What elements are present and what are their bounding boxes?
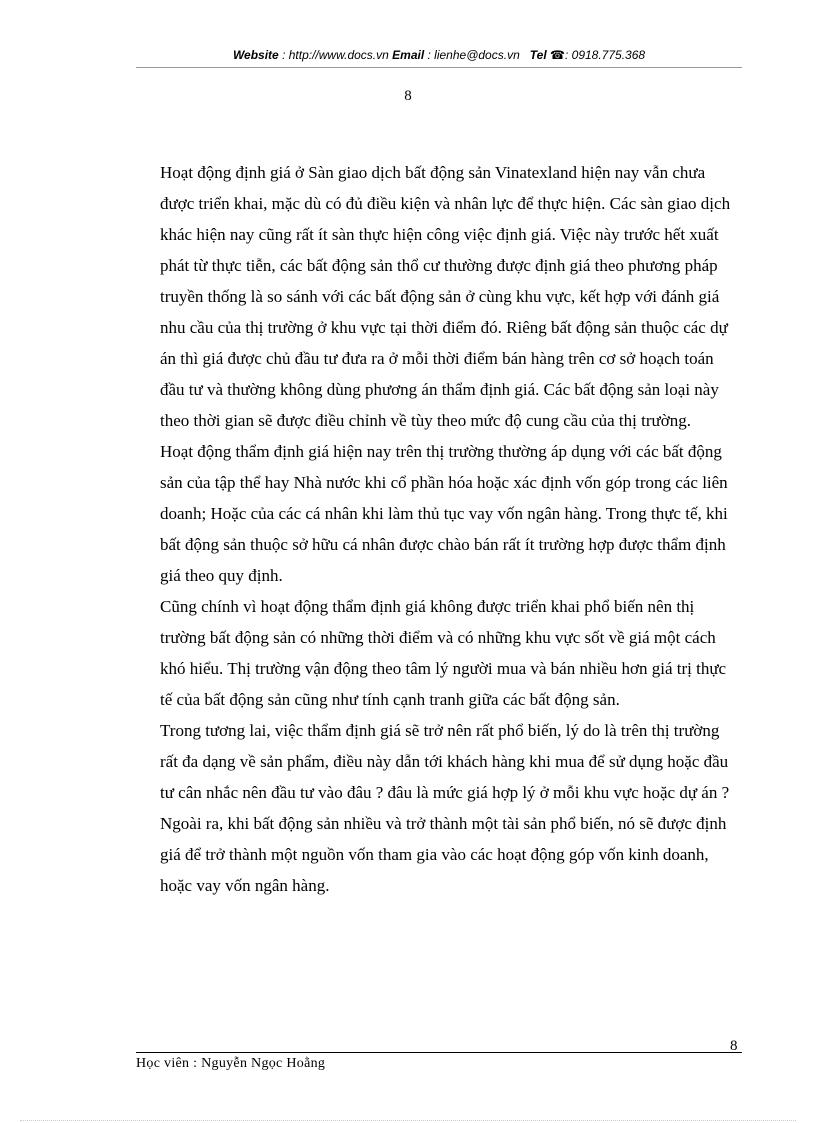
tel-separator: : xyxy=(564,48,572,62)
email-separator: : xyxy=(424,48,435,62)
paragraph-2: Hoạt động thẩm định giá hiện nay trên thị trường thường áp dụng với các bất động sản của tập thể hay Nhà nước khi cổ phần hóa hoặc xác định vốn góp trong các liên doanh; Hoặc của các cá nhân khi làm thủ tục vay vốn ngân hàng. Trong thực tế, khi bất động sản thuộc sở hữu cá nhân được chào bán rất ít trường hợp được thẩm định giá theo quy định. xyxy=(160,442,728,585)
paragraph-4: Trong tương lai, việc thẩm định giá sẽ trở nên rất phổ biến, lý do là trên thị trường rất đa dạng về sản phẩm, điều này dẫn tới khách hàng khi mua để sử dụng hoặc đầu tư cân nhắc nên đầu tư vào đâu ? đâu là mức giá hợp lý ở mỗi khu vực hoặc dự án ? Ngoài ra, khi bất động sản nhiều và trở thành một tài sản phổ biến, nó sẽ được định giá để trở thành một nguồn vốn tham gia vào các hoạt động góp vốn kinh doanh, hoặc vay vốn ngân hàng. xyxy=(160,721,730,895)
page-number-bottom: 8 xyxy=(730,1038,738,1054)
tel-label: Tel xyxy=(529,48,547,62)
page-bottom-border xyxy=(20,1120,796,1121)
website-label: Website xyxy=(232,48,279,62)
phone-icon: ☎ xyxy=(550,48,565,62)
page-header xyxy=(136,48,742,62)
footer-divider xyxy=(136,1052,742,1053)
page-number-top: 8 xyxy=(404,88,412,104)
paragraph-1: Hoạt động định giá ở Sàn giao dịch bất động sản Vinatexland hiện nay vẫn chưa được triển khai, mặc dù có đủ điều kiện và nhân lực để thực hiện. Các sàn giao dịch khác hiện nay cũng rất ít sàn thực hiện công việc định giá. Việc này trước hết xuất phát từ thực tiễn, các bất động sản thổ cư thường được định giá theo phương pháp truyền thống là so sánh với các bất động sản ở cùng khu vực, kết hợp với đánh giá nhu cầu của thị trường ở khu vực tại thời điểm đó. Riêng bất động sản thuộc các dự án thì giá được chủ đầu tư đưa ra ở mỗi thời điểm bán hàng trên cơ sở hoạch toán đầu tư và thường không dùng phương án thẩm định giá. Các bất động sản loại này theo thời gian sẽ được điều chỉnh về tùy theo mức độ cung cầu của thị trường. xyxy=(160,163,731,430)
website-separator: : xyxy=(278,48,289,62)
email-link[interactable]: lienhe@docs.vn xyxy=(434,48,520,62)
footer-author: Học viên : Nguyễn Ngọc Hoằng xyxy=(136,1056,326,1071)
paragraph-3: Cũng chính vì hoạt động thẩm định giá không được triển khai phổ biến nên thị trường bất động sản có những thời điểm và có những khu vực sốt về giá một cách khó hiểu. Thị trường vận động theo tâm lý người mua và bán nhiều hơn giá trị thực tế của bất động sản cũng như tính cạnh tranh giữa các bất động sản. xyxy=(160,597,727,709)
website-link[interactable]: http://www.docs.vn xyxy=(288,48,389,62)
email-label: Email xyxy=(392,48,425,62)
document-body xyxy=(160,157,740,901)
header-divider xyxy=(136,67,742,68)
tel-value: 0918.775.368 xyxy=(571,48,646,62)
